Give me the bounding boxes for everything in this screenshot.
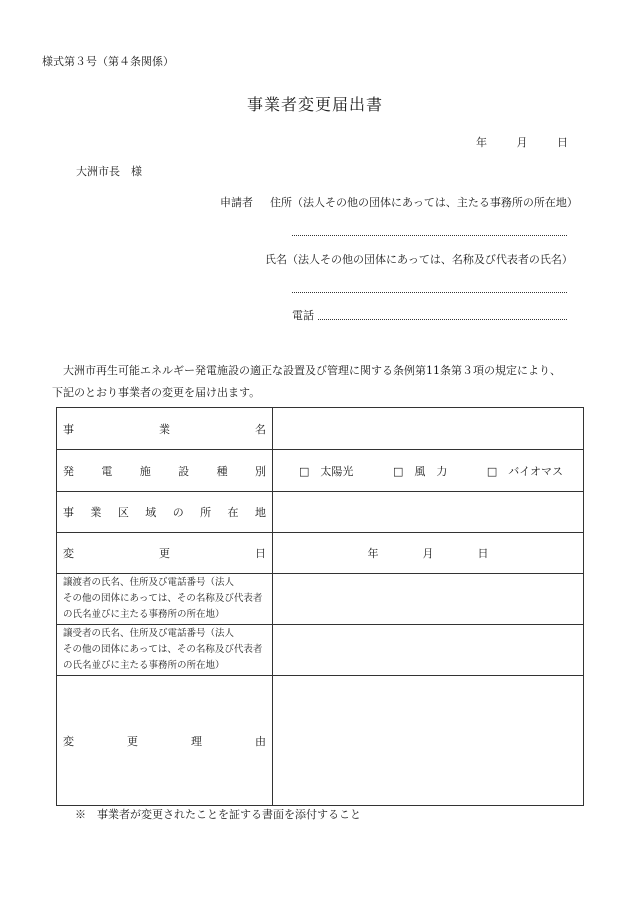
phone-field[interactable] — [318, 319, 567, 320]
addressee: 大洲市長 様 — [76, 165, 142, 178]
applicant-label: 申請者 — [220, 196, 253, 209]
date-day: 日 — [557, 136, 568, 149]
document-title: 事業者変更届出書 — [246, 95, 383, 114]
label-reason: 変 更 理 由 — [63, 734, 266, 748]
row-reason — [57, 676, 584, 806]
address-field[interactable] — [292, 235, 567, 236]
checkbox-biomass[interactable]: □ バイオマス — [486, 464, 563, 478]
body-line-2: 下記のとおり事業者の変更を届け出ます。 — [52, 386, 261, 399]
form-number: 様式第３号（第４条関係） — [42, 55, 174, 68]
date-year: 年 — [476, 136, 487, 149]
checkbox-solar[interactable]: □ 太陽光 — [299, 464, 354, 478]
label-transferee: 譲受者の氏名、住所及び電話番号（法人 その他の団体にあっては、その名称及び代表者 の氏名並びに主たる事務所の所在地） — [57, 625, 273, 676]
checkbox-wind[interactable]: □ 風 力 — [392, 464, 448, 478]
applicant-address-label: 住所（法人その他の団体にあっては、主たる事務所の所在地） — [270, 196, 578, 209]
body-text — [52, 360, 592, 404]
facility-type-options — [279, 463, 577, 479]
attachment-note: ※ 事業者が変更されたことを証する書面を添付すること — [75, 808, 361, 821]
row-transferor — [57, 574, 584, 625]
value-transferee[interactable] — [273, 625, 584, 676]
submission-date — [452, 134, 568, 150]
label-change-date: 変 更 日 — [63, 547, 266, 560]
row-facility-type — [57, 450, 584, 492]
label-area-location: 事 業 区 域 の 所 在 地 — [63, 506, 266, 519]
label-transferor: 譲渡者の氏名、住所及び電話番号（法人 その他の団体にあっては、その名称及び代表者 の氏名並びに主たる事務所の所在地） — [57, 574, 273, 625]
label-facility-type: 発 電 施 設 種 別 — [63, 464, 266, 478]
row-change-date — [57, 533, 584, 574]
label-business-name: 事 業 名 — [63, 422, 266, 436]
body-line-1: 大洲市再生可能エネルギー発電施設の適正な設置及び管理に関する条例第11条第３項の規定により、 — [63, 364, 561, 377]
row-transferee — [57, 625, 584, 676]
value-change-date[interactable]: 年 月 日 — [273, 533, 584, 574]
row-area-location — [57, 492, 584, 533]
applicant-name-label: 氏名（法人その他の団体にあっては、名称及び代表者の氏名） — [265, 253, 573, 266]
applicant-address-row — [220, 194, 578, 210]
value-reason[interactable] — [273, 676, 584, 806]
row-business-name — [57, 408, 584, 450]
change-table — [56, 407, 584, 806]
value-business-name[interactable] — [273, 408, 584, 450]
value-area-location[interactable] — [273, 492, 584, 533]
date-month: 月 — [516, 136, 528, 149]
value-transferor[interactable] — [273, 574, 584, 625]
applicant-phone-label: 電話 — [292, 309, 314, 322]
name-field[interactable] — [292, 292, 567, 293]
